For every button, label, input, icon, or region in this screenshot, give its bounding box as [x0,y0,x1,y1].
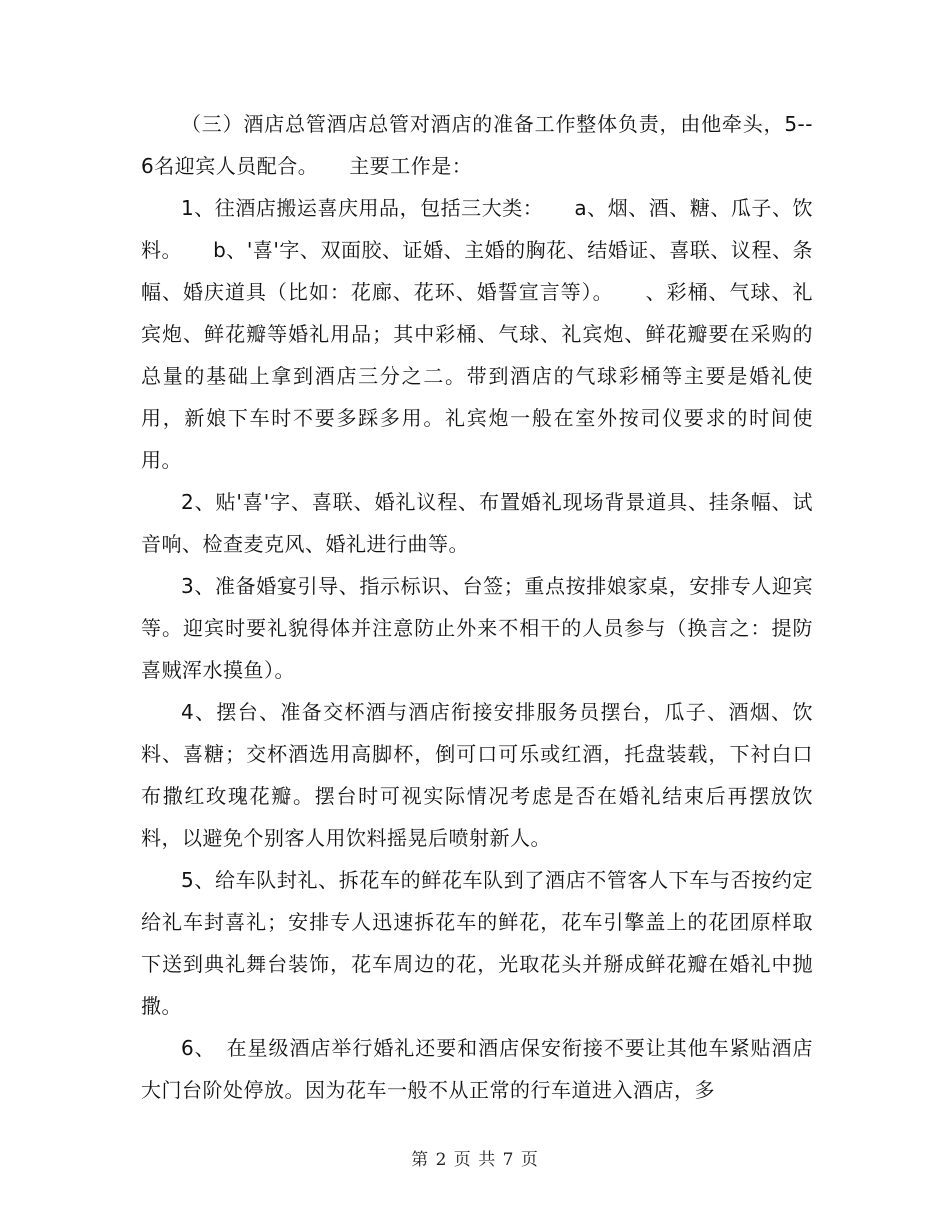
paragraph-item-2: 2、贴'喜'字、喜联、婚礼议程、布置婚礼现场背景道具、挂条幅、试音响、检查麦克风、婚礼进行曲等。 [141,490,813,556]
paragraph-item-4: 4、摆台、准备交杯酒与酒店衔接安排服务员摆台，瓜子、酒烟、饮料、喜糖；交杯酒选用高脚杯，倒可口可乐或红酒，托盘装载，下衬白口布撒红玫瑰花瓣。摆台时可视实际情况考虑是否在婚礼结束后再摆放饮料，以避免个别客人用饮料摇晃后喷射新人。 [141,700,813,850]
page-number-footer: 第 2 页 共 7 页 [411,1150,539,1170]
paragraph-item-1: 1、往酒店搬运喜庆用品，包括三大类： a、烟、酒、糖、瓜子、饮料。 b、'喜'字、双面胶、证婚、主婚的胸花、结婚证、喜联、议程、条幅、婚庆道具（比如：花廊、花环、婚誓宣言等）。 、彩桶、气球、礼宾炮、鲜花瓣等婚礼用品；其中彩桶、气球、礼宾炮、鲜花瓣要在采购的总量的基础上拿到酒店三分之二。带到酒店的气球彩桶等主要是婚礼使用，新娘下车时不要多踩多用。礼宾炮一般在室外按司仪要求的时间使用。 [141,196,813,472]
paragraph-item-5: 5、给车队封礼、拆花车的鲜花车队到了酒店不管客人下车与否按约定给礼车封喜礼；安排专人迅速拆花车的鲜花，花车引擎盖上的花团原样取下送到典礼舞台装饰，花车周边的花，光取花头并掰成鲜花瓣在婚礼中抛撒。 [141,868,813,1018]
paragraph-item-6: 6、 在星级酒店举行婚礼还要和酒店保安衔接不要让其他车紧贴酒店大门台阶处停放。因为花车一般不从正常的行车道进入酒店，多 [141,1036,813,1102]
document-body [141,103,813,1111]
paragraph-item-3: 3、准备婚宴引导、指示标识、台签；重点按排娘家桌，安排专人迎宾等。迎宾时要礼貌得体并注意防止外来不相干的人员参与（换言之：提防喜贼浑水摸鱼）。 [141,574,813,682]
paragraph-hotel-manager: （三）酒店总管酒店总管对酒店的准备工作整体负责，由他牵头，5--6名迎宾人员配合。 主要工作是： [141,112,813,178]
